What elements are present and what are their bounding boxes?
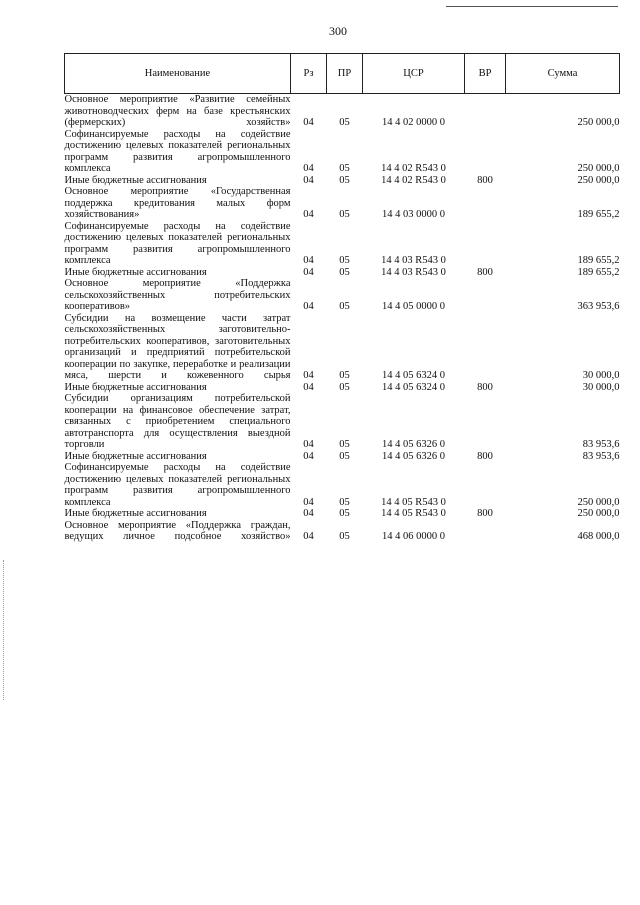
cell-csr: 14 4 05 6326 0 (382, 450, 445, 462)
cell-csr: 14 4 02 R543 0 (381, 174, 446, 186)
cell-pr: 05 (339, 209, 350, 220)
cell-rz: 04 (303, 301, 314, 312)
cell-name: Иные бюджетные ассигнования (64, 508, 207, 519)
cell-rz: 04 (303, 370, 314, 381)
cell-sum: 250 000,0 (577, 508, 620, 519)
cell-sum: 250 000,0 (577, 174, 620, 186)
cell-vr (465, 393, 506, 451)
cell-name: Иные бюджетные ассигнования (64, 450, 207, 462)
cell-pr: 05 (339, 163, 350, 174)
cell-vr (465, 221, 506, 267)
cell-csr: 14 4 02 R543 0 (381, 163, 446, 174)
cell-vr: 800 (477, 450, 493, 462)
header-name: Наименование (65, 54, 291, 94)
table-row (65, 508, 620, 520)
cell-pr: 05 (339, 266, 350, 278)
cell-csr: 14 4 05 0000 0 (382, 301, 445, 312)
cell-pr: 05 (339, 174, 350, 186)
cell-rz: 04 (303, 266, 314, 278)
cell-csr: 14 4 06 0000 0 (382, 531, 445, 542)
cell-pr: 05 (339, 439, 350, 450)
table-row (65, 221, 620, 267)
table-row (65, 520, 620, 543)
cell-vr: 800 (477, 174, 493, 186)
cell-name: Софинансируемые расходы на содействие достижению целевых показателей региональных программ развития агропромышленного комплекса (64, 128, 291, 174)
cell-vr (465, 462, 506, 508)
page-number: 300 (329, 24, 347, 38)
cell-pr: 05 (339, 508, 350, 519)
cell-name: Субсидии на возмещение части затрат сельскохозяйственных заготовительно-потребительских кооперативов, заготовительных организаций и предприятий потребительской кооперации по закупке, переработке и реализации мяса, шерсти и кожевенного сырья (64, 312, 291, 381)
cell-sum: 363 953,6 (577, 301, 620, 312)
cell-csr: 14 4 05 R543 0 (381, 508, 446, 519)
table-row (65, 129, 620, 175)
cell-csr: 14 4 02 0000 0 (382, 117, 445, 128)
cell-pr: 05 (339, 450, 350, 462)
table-row (65, 462, 620, 508)
cell-vr (465, 520, 506, 543)
cell-sum: 83 953,6 (582, 439, 620, 450)
cell-csr: 14 4 05 6324 0 (382, 370, 445, 381)
header-csr: ЦСР (363, 54, 465, 94)
cell-rz: 04 (303, 450, 314, 462)
cell-rz: 04 (303, 209, 314, 220)
cell-name: Основное мероприятие «Поддержка сельскохозяйственных потребительских кооперативов» (64, 278, 291, 312)
cell-name: Иные бюджетные ассигнования (64, 266, 207, 278)
cell-name: Основное мероприятие «Поддержка граждан, ведущих личное подсобное хозяйство» (64, 519, 291, 542)
cell-vr (465, 313, 506, 382)
cell-pr: 05 (339, 117, 350, 128)
header-pr: ПР (327, 54, 363, 94)
cell-csr: 14 4 05 6324 0 (382, 381, 445, 393)
cell-pr: 05 (339, 255, 350, 266)
cell-sum: 30 000,0 (582, 370, 620, 381)
table-row (65, 393, 620, 451)
cell-sum: 189 655,2 (577, 209, 620, 220)
cell-sum: 189 655,2 (577, 266, 620, 278)
cell-vr: 800 (477, 508, 493, 519)
cell-vr (465, 94, 506, 129)
table-row (65, 267, 620, 279)
table-header-row (65, 54, 620, 94)
cell-name: Субсидии организациям потребительской кооперации на финансовое обеспечение затрат, связанных с приобретением специального автотранспорта для осуществления выездной торговли (64, 393, 291, 450)
cell-rz: 04 (303, 163, 314, 174)
cell-sum: 468 000,0 (577, 531, 620, 542)
cell-name: Основное мероприятие «Развитие семейных животноводческих ферм на базе крестьянских (фермерских) хозяйств» (64, 94, 291, 128)
cell-csr: 14 4 05 R543 0 (381, 496, 446, 508)
cell-rz: 04 (303, 508, 314, 519)
cell-rz: 04 (303, 381, 314, 393)
cell-sum: 250 000,0 (577, 163, 620, 174)
cell-pr: 05 (339, 531, 350, 542)
budget-table (64, 53, 620, 543)
cell-pr: 05 (339, 301, 350, 312)
cell-csr: 14 4 03 0000 0 (382, 209, 445, 220)
cell-vr (465, 278, 506, 313)
cell-name: Иные бюджетные ассигнования (64, 381, 207, 393)
cell-csr: 14 4 03 R543 0 (381, 255, 446, 266)
cell-rz: 04 (303, 496, 314, 508)
cell-pr: 05 (339, 370, 350, 381)
top-rule (446, 6, 618, 7)
cell-sum: 30 000,0 (582, 381, 620, 393)
scan-margin-mark (3, 560, 5, 700)
header-vr: ВР (465, 54, 506, 94)
cell-pr: 05 (339, 381, 350, 393)
cell-name: Иные бюджетные ассигнования (64, 174, 207, 186)
cell-rz: 04 (303, 531, 314, 542)
cell-csr: 14 4 05 6326 0 (382, 439, 445, 450)
table-row (65, 382, 620, 394)
cell-sum: 83 953,6 (582, 450, 620, 462)
cell-vr (465, 129, 506, 175)
cell-sum: 250 000,0 (577, 496, 620, 508)
cell-name: Софинансируемые расходы на содействие достижению целевых показателей региональных программ развития агропромышленного комплекса (64, 220, 291, 266)
cell-vr: 800 (477, 381, 493, 393)
cell-sum: 189 655,2 (577, 255, 620, 266)
header-sum: Сумма (506, 54, 620, 94)
cell-rz: 04 (303, 174, 314, 186)
cell-name: Софинансируемые расходы на содействие достижению целевых показателей региональных программ развития агропромышленного комплекса (64, 462, 291, 508)
cell-rz: 04 (303, 439, 314, 450)
cell-rz: 04 (303, 117, 314, 128)
cell-csr: 14 4 03 R543 0 (381, 266, 446, 278)
cell-vr (465, 186, 506, 221)
header-rz: Рз (291, 54, 327, 94)
cell-name: Основное мероприятие «Государственная поддержка кредитования малых форм хозяйствования» (64, 186, 291, 220)
table-row (65, 451, 620, 463)
table-row (65, 313, 620, 382)
cell-sum: 250 000,0 (577, 117, 620, 128)
table-row (65, 175, 620, 187)
table-row (65, 94, 620, 129)
table-row (65, 278, 620, 313)
cell-rz: 04 (303, 255, 314, 266)
table-row (65, 186, 620, 221)
cell-pr: 05 (339, 496, 350, 508)
cell-vr: 800 (477, 266, 493, 278)
